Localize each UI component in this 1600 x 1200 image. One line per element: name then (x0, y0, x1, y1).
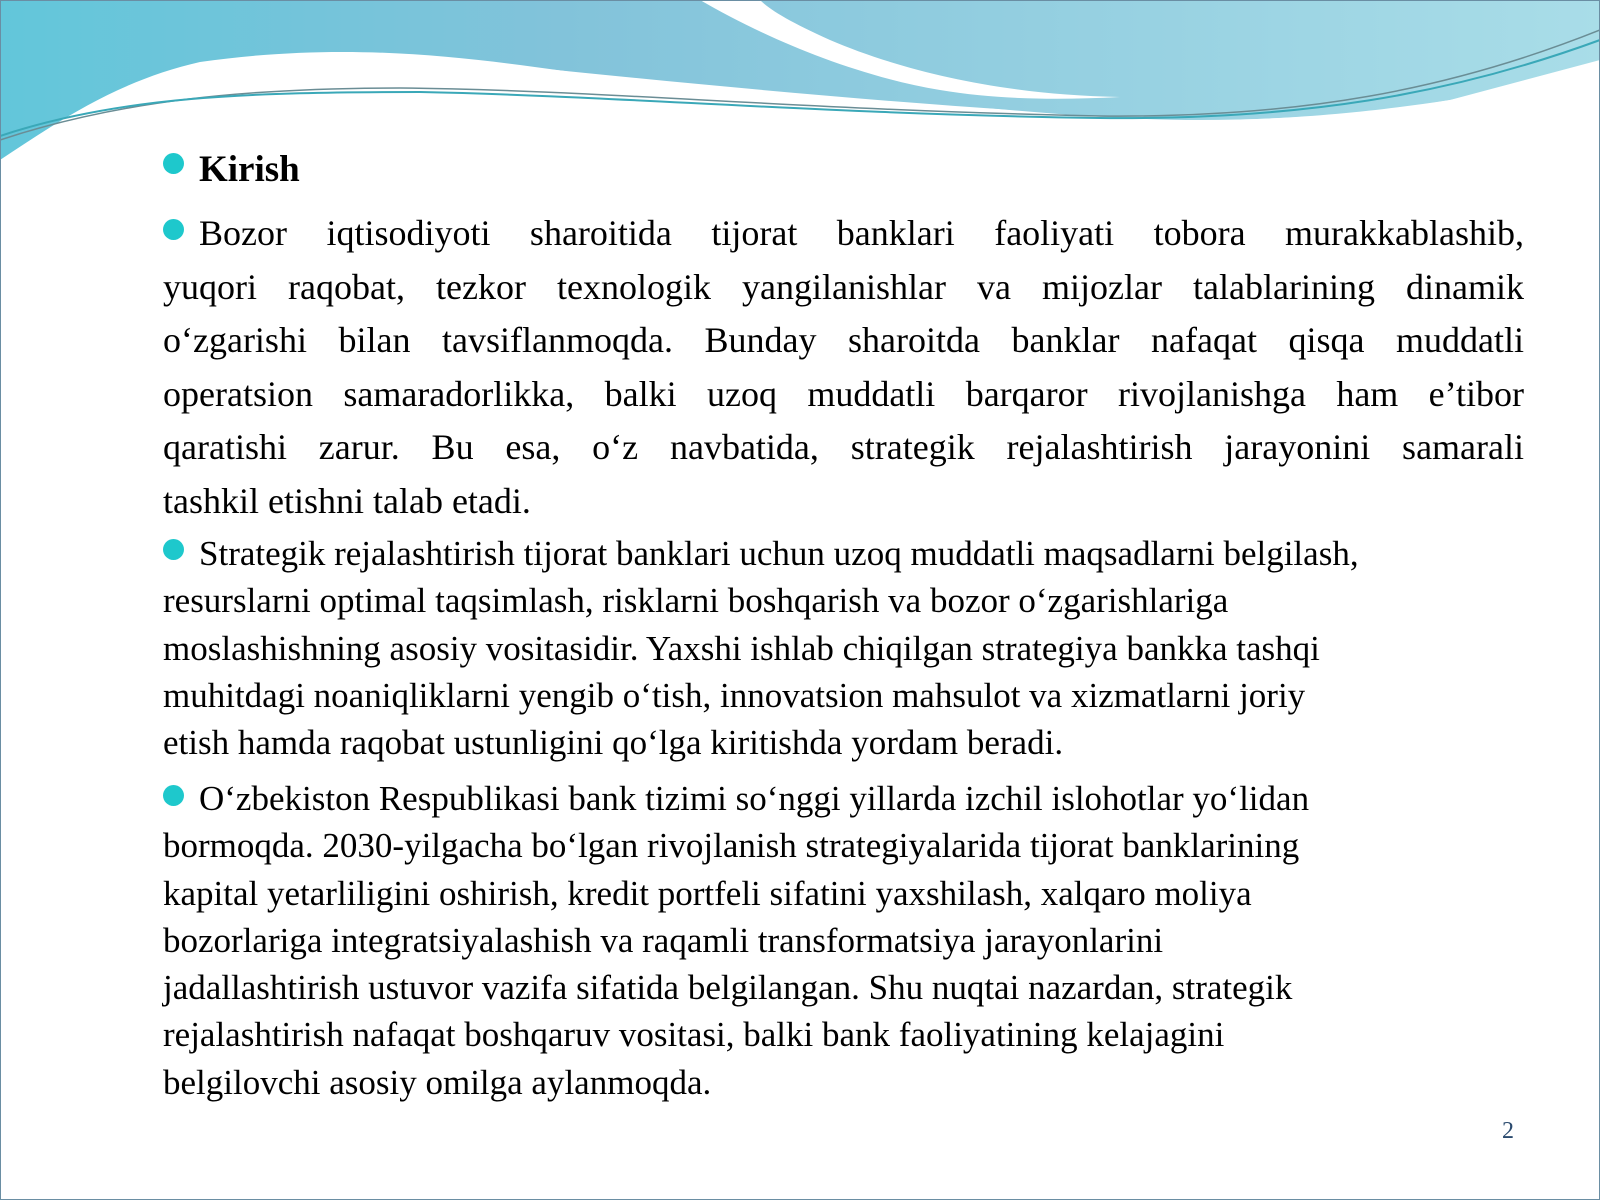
slide-title: Kirish (199, 149, 300, 190)
text-line: bormoqda. 2030-yilgacha bo‘lgan rivojlanish strategiyalarida tijorat banklarining (163, 826, 1300, 866)
text-line: bozorlariga integratsiyalashish va raqamli transformatsiya jarayonlarini (163, 920, 1164, 960)
text-line: yuqori raqobat, tezkor texnologik yangilanishlar va mijozlar talablarining dinamik (163, 266, 1524, 307)
text-line: Bozor iqtisodiyoti sharoitida tijorat banklari faoliyati tobora murakkablashib, (199, 213, 1524, 253)
text-line: moslashishning asosiy vositasidir. Yaxshi ishlab chiqilgan strategiya bankka tashqi (163, 628, 1320, 668)
text-line: tashkil etishni talab etadi. (163, 480, 531, 521)
text-line: o‘zgarishi bilan tavsiflanmoqda. Bunday sharoitda banklar nafaqat qisqa muddatli (163, 320, 1524, 360)
paragraph-uzbekistan-banking (163, 775, 1524, 1106)
text-line: etish hamda raqobat ustunligini qo‘lga kiritishda yordam beradi. (163, 723, 1064, 763)
text-line: kapital yetarliligini oshirish, kredit portfeli sifatini yaxshilash, xalqaro moliya (163, 873, 1252, 913)
text-line: resurslarni optimal taqsimlash, risklarni boshqarish va bozor o‘zgarishlariga (163, 581, 1229, 621)
text-line: rejalashtirish nafaqat boshqaruv vositasi, balki bank faoliyatining kelajagini (163, 1015, 1225, 1055)
paragraph-strategic-planning (163, 530, 1524, 766)
text-line: jadallashtirish ustuvor vazifa sifatida belgilangan. Shu nuqtai nazardan, strategik (163, 968, 1293, 1008)
paragraph-intro (163, 207, 1524, 528)
text-line: qaratishi zarur. Bu esa, o‘z navbatida, strategik rejalashtirish jarayonini samarali (163, 427, 1524, 467)
text-line: Strategik rejalashtirish tijorat banklari uchun uzoq muddatli maqsadlarni belgilash, (199, 534, 1359, 573)
text-line: belgilovchi asosiy omilga aylanmoqda. (163, 1062, 712, 1102)
bullet-icon (163, 153, 184, 174)
text-line: O‘zbekiston Respublikasi bank tizimi so‘nggi yillarda izchil islohotlar yo‘lidan (199, 779, 1310, 818)
page-number: 2 (1502, 1118, 1514, 1144)
text-line: operatsion samaradorlikka, balki uzoq muddatli barqaror rivojlanishga ham e’tibor (163, 373, 1524, 414)
text-line: muhitdagi noaniqliklarni yengib o‘tish, innovatsion mahsulot va xizmatlarni joriy (163, 675, 1306, 715)
